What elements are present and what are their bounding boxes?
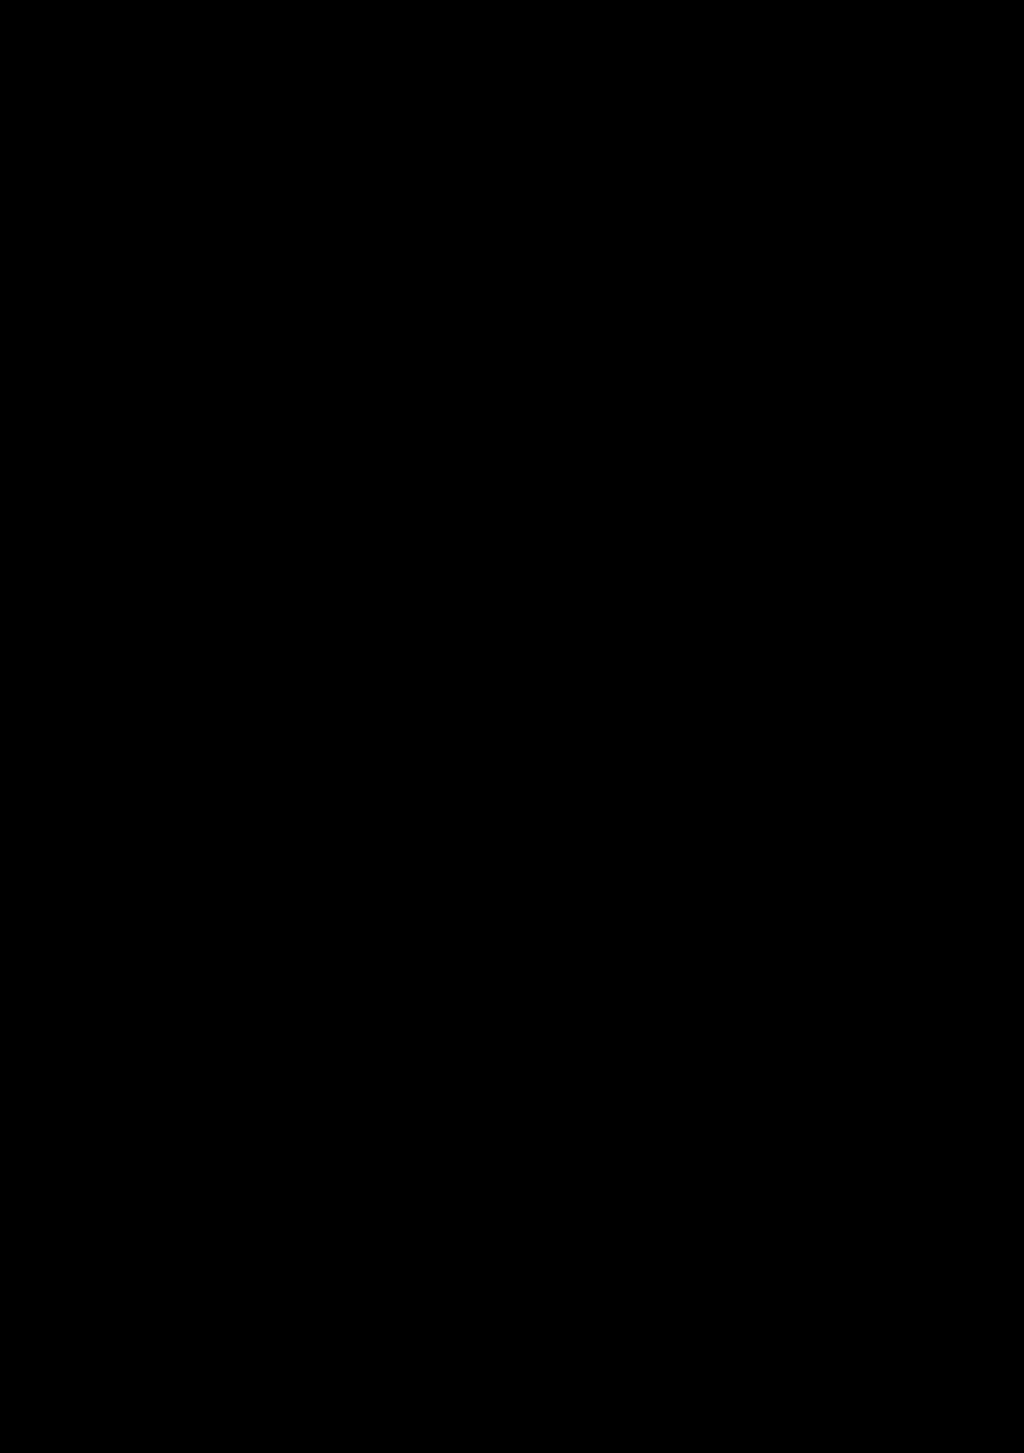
toc-dot-leader [373, 1170, 835, 1193]
toc-entry[interactable] [176, 267, 852, 290]
toc-dot-leader [321, 628, 835, 651]
toc-entry-page: 26 [836, 765, 852, 783]
toc-entry-label: 3.4.4. Στάσεις “Queue jumper bus bay” [190, 539, 439, 557]
toc-entry-label: 3.2. Γενικές ανησυχίες [190, 336, 332, 354]
toc-dot-leader [571, 967, 835, 990]
toc-entry[interactable] [176, 560, 852, 583]
toc-entry[interactable] [176, 606, 852, 629]
toc-entry-label: Διαχωρισμένες διαβάσεις [190, 698, 352, 715]
page-number: 4 [507, 1022, 517, 1041]
toc-entry-page: 34 [836, 923, 852, 941]
toc-entry-page: 38 [836, 1217, 852, 1235]
toc-entry-label: 4.6.1. Διαστάσεις και εξοπλισμός [204, 1037, 414, 1054]
toc-entry-page: 14 [836, 404, 852, 422]
toc-entry-label: 3.6.2 Κυκλοφοριακές ρυθμίσεις [190, 653, 390, 670]
toc-entry[interactable] [176, 425, 852, 448]
toc-entry[interactable] [176, 1125, 852, 1148]
toc-entry-label: 3.4.1. Στάσεις “Curbside” [190, 471, 355, 489]
toc-entry-page: 13 [836, 358, 852, 376]
toc-entry-label: 4.2.1. Πεζοδρόμια [204, 879, 320, 896]
toc-entry[interactable] [176, 741, 852, 764]
toc-entry-page: 8 [844, 246, 852, 263]
toc-entry-label: 3.6.6. Οδική ασφάλεια [190, 789, 333, 806]
toc-entry-page: 38 [836, 1172, 852, 1190]
toc-entry[interactable] [176, 289, 852, 312]
toc-entry-label: 3.4.3 Στάσεις “Open bus bay” [190, 517, 380, 535]
toc-entry-page: 21 [836, 652, 852, 670]
toc-entry[interactable] [176, 628, 852, 651]
toc-entry[interactable] [176, 583, 852, 606]
toc-entry[interactable] [176, 1193, 852, 1216]
toc-entry[interactable] [176, 764, 852, 787]
toc-entry-label: 3.6. Σχεδιασμός δρόμου και διασταυρώσεων [190, 607, 483, 625]
toc-dot-leader [349, 493, 836, 516]
toc-dot-leader [353, 696, 836, 719]
toc-entry-label: 4.6. Υπόστεγα [190, 1014, 283, 1032]
toc-entry-page: 19 [836, 494, 852, 512]
toc-entry[interactable] [176, 380, 852, 403]
toc-dot-leader [538, 1057, 836, 1080]
toc-entry[interactable] [176, 718, 852, 741]
toc-entry-label: 4.2.2. Συσχέτιση της πρόσβασης με την εμπορική δραστηριότητα [204, 902, 621, 919]
toc-entry-page: 11 [837, 313, 852, 331]
toc-entry[interactable] [176, 447, 852, 470]
toc-entry[interactable] [176, 1216, 852, 1239]
toc-dot-leader [320, 877, 835, 900]
toc-entry-label: 4.6.6. Ιδιωτική πρωτοβουλία [204, 1150, 386, 1167]
toc-entry-label: Διαβάσεις πεζών και σιδηροδρομικό σύστημα [190, 721, 481, 738]
toc-entry[interactable] [176, 831, 852, 854]
toc-dot-leader [568, 922, 836, 945]
toc-entry-label: 3.6.3. Διασταυρώσεις οδών και διαβάσεις πεζών [190, 676, 499, 693]
toc-dot-leader [381, 515, 836, 538]
toc-entry-label: 4.3. ADA (Disabilities Act of 1990) - Οδηγίες για εύκολη πρόσβαση [190, 946, 628, 964]
toc-entry-label: 3.3. Χωροθέτηση των στάσεων [190, 358, 385, 376]
toc-entry-page: 35 [836, 991, 852, 1009]
toc-dot-leader [391, 651, 836, 674]
toc-entry[interactable] [176, 673, 852, 696]
toc-entry[interactable] [176, 1080, 852, 1103]
toc-entry-label: 4.2.3. Συσχέτιση πρόσβασης με οικιστική δραστηριότητα [204, 924, 567, 941]
toc-entry-page: 29 [836, 810, 852, 828]
toc-entry-page: 12 [836, 336, 852, 354]
toc-dot-leader [442, 990, 836, 1013]
toc-entry-label: 3.3.1. Παράγοντες για την επιλογή της θέσης της στάσης [190, 382, 553, 399]
toc-dot-leader [484, 606, 836, 629]
toc-entry-page: 19 [836, 517, 852, 535]
toc-entry-label: 2. ΒΑΣΙΚΟΙ ΠΡΟΒΛΗΜΑΤΙΣΜΟΙ [176, 268, 399, 286]
toc-entry-page: 38 [836, 1127, 852, 1145]
toc-entry[interactable] [176, 967, 852, 990]
toc-entry-page: 36 [836, 1081, 852, 1099]
toc-entry[interactable] [176, 809, 852, 832]
toc-entry-label: 3.1. Απόσταση μεταξύ των στάσεων [190, 313, 416, 331]
toc-entry-label: 4.7. Εξοπλισμός [190, 1194, 294, 1212]
toc-dot-leader [449, 1080, 836, 1103]
toc-dot-leader [555, 402, 835, 425]
toc-dot-leader [622, 899, 836, 922]
toc-entry-page: 20 [836, 584, 852, 602]
toc-entry-label: 3.6.4 Φωτισμός οδού [190, 744, 327, 761]
toc-dot-leader [555, 425, 835, 448]
toc-entry-label: 4.6.2. Καθορισμός της τελικής θέσης εγκατάστασης. [204, 1060, 537, 1077]
toc-dot-leader [327, 741, 835, 764]
toc-dot-leader [497, 809, 836, 832]
toc-dot-leader [554, 380, 836, 403]
toc-entry-label: 3.3.2. Παράγοντες για την επιλογή του τύπου της στάσης [190, 405, 555, 422]
toc-entry[interactable] [176, 922, 852, 945]
toc-entry-label: 3.3.3. Συγκριτική ανάλυση της χωροθέτησης των θέσεων [190, 427, 555, 444]
toc-entry-page: 13 [836, 381, 852, 399]
toc-dot-leader [482, 718, 836, 741]
toc-entry[interactable] [176, 899, 852, 922]
toc-entry-page: 23 [836, 720, 852, 738]
toc-entry-page: 30 [836, 878, 852, 896]
toc-entry-page: 20 [836, 562, 852, 580]
table-of-contents [176, 244, 852, 1238]
toc-entry-page: 9 [844, 268, 852, 286]
toc-entry-label: 4.7.1. Παγκάκια - καθίσματα [204, 1218, 384, 1235]
toc-entry-label: 4.6.3. Χωροθέτηση-Προσανατολισμός [204, 1082, 448, 1099]
toc-entry-page: 27 [836, 788, 852, 806]
toc-entry-page: 35 [836, 1014, 852, 1032]
toc-entry[interactable] [176, 538, 852, 561]
toc-entry-page: 23 [836, 697, 852, 715]
toc-dot-leader [268, 244, 843, 267]
toc-dot-leader [356, 470, 836, 493]
toc-dot-leader [385, 357, 835, 380]
toc-entry-page: 38 [836, 1194, 852, 1212]
toc-entry-label: 4.2. Πρόσβαση πεζών [190, 856, 331, 874]
toc-entry[interactable] [176, 944, 852, 967]
toc-entry-label: 4.6.5. Διαφημίσεις [204, 1128, 320, 1145]
toc-dot-leader [295, 1193, 836, 1216]
toc-entry-label: 4. ΠΑΡΑΓΟΝΤΕΣ ΥΠΟΔΟΜΗΣ ΤΗΣ ΣΤΑΣΗΣ [176, 810, 496, 828]
toc-dot-leader [301, 764, 836, 787]
toc-entry-page: 19 [836, 471, 852, 489]
toc-entry-page: 15 [836, 426, 852, 444]
toc-entry[interactable] [176, 402, 852, 425]
toc-entry[interactable] [176, 470, 852, 493]
toc-entry-label: 3.5. Διαστασιολόγηση της ζώνης επιρροής της στάσης [190, 584, 545, 602]
toc-entry-label: 3.6.1 Σηματοδότηση [190, 631, 321, 648]
toc-dot-leader [500, 673, 836, 696]
toc-entry-label: 3.4.2. Στάσεις “Bus bay” [190, 494, 348, 512]
toc-entry[interactable] [176, 854, 852, 877]
toc-dot-leader [332, 854, 836, 877]
toc-entry-page: 11 [837, 291, 852, 309]
toc-dot-leader [439, 538, 835, 561]
toc-entry-label: 3.4.5. Στάσεις “Nub” [190, 562, 324, 580]
toc-entry-page: 18 [836, 449, 852, 467]
toc-dot-leader [332, 334, 835, 357]
toc-entry[interactable] [176, 357, 852, 380]
toc-dot-leader [445, 289, 836, 312]
toc-entry-page: 37 [836, 1104, 852, 1122]
toc-entry[interactable] [176, 1057, 852, 1080]
toc-entry-page: 21 [836, 630, 852, 648]
toc-entry[interactable] [176, 1103, 852, 1126]
toc-dot-leader [385, 1216, 836, 1239]
toc-entry-label: 3.6.5. Ορατότητα [190, 766, 300, 783]
toc-entry-page: 22 [836, 675, 852, 693]
toc-entry-label: 4.4. Χώρος αναμονής- Διαστάσεις και θέση εγκατάστασης [190, 969, 571, 986]
toc-dot-leader [438, 1103, 836, 1126]
toc-entry[interactable] [176, 1148, 852, 1171]
toc-entry[interactable] [176, 312, 852, 335]
toc-entry[interactable] [176, 696, 852, 719]
toc-entry-label: 4.1. Εισαγωγή [190, 833, 284, 851]
toc-entry[interactable] [176, 1170, 852, 1193]
toc-entry-page: 35 [836, 1036, 852, 1054]
toc-entry-page: 30 [836, 856, 852, 874]
toc-entry-page: 36 [836, 1059, 852, 1077]
toc-entry-page: 20 [836, 539, 852, 557]
toc-dot-leader [320, 1125, 835, 1148]
toc-dot-leader [334, 786, 836, 809]
toc-entry[interactable] [176, 244, 852, 267]
toc-entry-label: 3. ΠΑΡΑΓΟΝΤΕΣ ΟΔΙΚΗΣ ΥΠΟΔΟΜΗΣ [176, 291, 445, 309]
toc-entry-page: 38 [836, 1149, 852, 1167]
toc-entry-page: 34 [836, 901, 852, 919]
toc-dot-leader [417, 312, 836, 335]
toc-entry[interactable] [176, 493, 852, 516]
toc-dot-leader [285, 831, 836, 854]
toc-entry-label: 4.5. Nubs (προέκταση του πεζοδρομίου) [190, 991, 441, 1009]
toc-entry-page: 21 [836, 607, 852, 625]
toc-dot-leader [629, 944, 836, 967]
toc-entry[interactable] [176, 334, 852, 357]
toc-dot-leader [386, 1148, 835, 1171]
toc-dot-leader [399, 267, 843, 290]
toc-dot-leader [325, 560, 836, 583]
toc-entry-page: 26 [836, 743, 852, 761]
toc-entry-label: 1. ΕΙΣΑΓΩΓΗ [176, 246, 267, 263]
toc-entry-label: 4.6.7. Καλλιτεχνικά σχέδια [204, 1173, 373, 1190]
toc-entry-page: 34 [836, 946, 852, 964]
toc-entry[interactable] [176, 515, 852, 538]
toc-entry-page: 29 [836, 833, 852, 851]
toc-entry[interactable] [176, 651, 852, 674]
toc-entry-page: 35 [836, 969, 852, 986]
toc-dot-leader [468, 447, 836, 470]
toc-entry[interactable] [176, 990, 852, 1013]
toc-dot-leader [546, 583, 836, 606]
toc-entry[interactable] [176, 786, 852, 809]
toc-entry-label: 3.4. Είδη κατασκευής στάσης λεωφορείου [190, 449, 467, 467]
toc-entry[interactable] [176, 877, 852, 900]
page-title: ΠΕΡΙΕΧΟΜΕΝΑ [439, 184, 585, 205]
toc-entry-label: 4.6.4. Σημειακές στάσεις (flag stops) [204, 1105, 437, 1122]
